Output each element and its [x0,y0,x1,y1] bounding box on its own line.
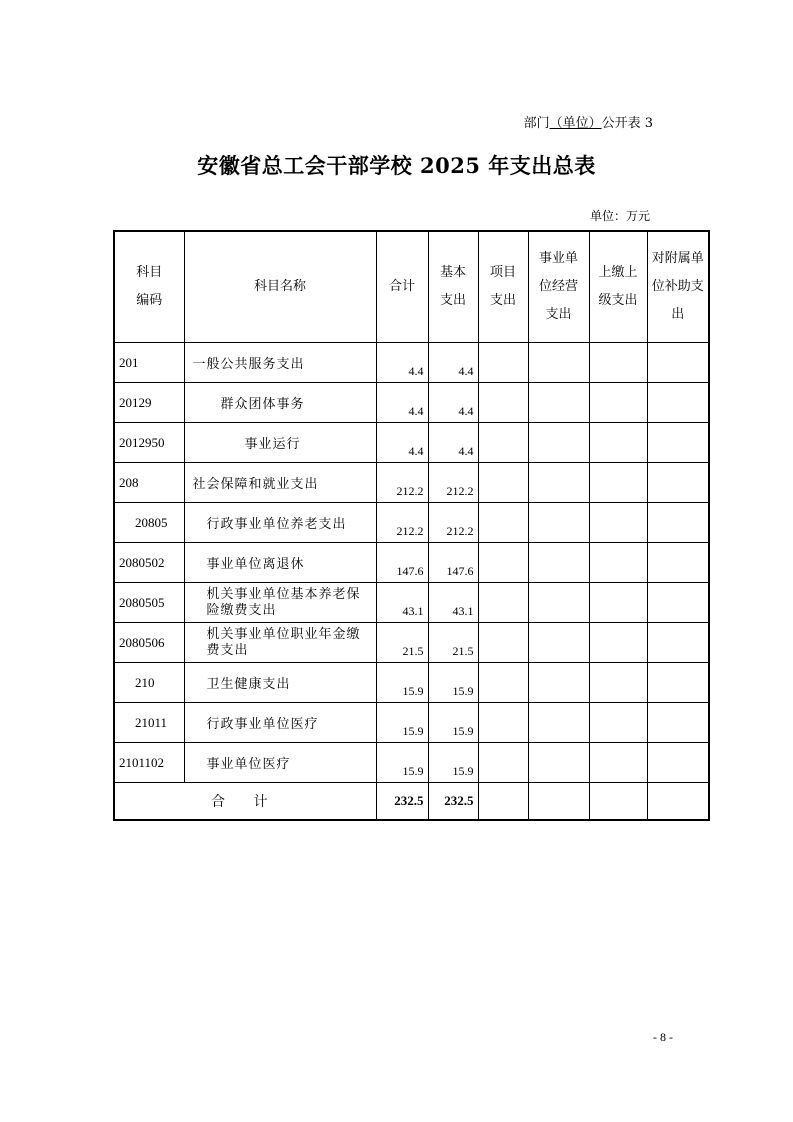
row-basic: 212.2 [428,463,478,503]
row-subsidy [647,503,709,543]
row-subsidy [647,423,709,463]
row-project [478,743,528,783]
row-code: 208 [114,463,184,503]
row-upper [589,703,647,743]
table-row [114,543,709,583]
row-total: 147.6 [376,543,428,583]
row-code: 2080502 [114,543,184,583]
row-upper [589,543,647,583]
doc-ref-suffix: 公开表 3 [601,116,653,131]
row-total: 4.4 [376,343,428,383]
row-project [478,623,528,663]
row-business [528,343,589,383]
row-basic: 4.4 [428,383,478,423]
doc-ref-underlined: （单位） [549,116,602,131]
row-upper [589,743,647,783]
document-reference [524,112,653,131]
row-upper [589,423,647,463]
row-code: 2012950 [114,423,184,463]
total-upper [589,783,647,821]
row-name: 卫生健康支出 [184,663,376,703]
expenditure-table [113,230,710,821]
row-total: 212.2 [376,503,428,543]
row-total: 43.1 [376,583,428,623]
row-name: 一般公共服务支出 [184,343,376,383]
row-total: 4.4 [376,423,428,463]
row-basic: 15.9 [428,663,478,703]
total-business [528,783,589,821]
row-name: 事业运行 [184,423,376,463]
table-row [114,343,709,383]
row-business [528,743,589,783]
row-code: 20805 [114,503,184,543]
row-subsidy [647,743,709,783]
row-business [528,423,589,463]
row-upper [589,663,647,703]
row-basic: 4.4 [428,343,478,383]
row-total: 15.9 [376,663,428,703]
row-name: 社会保障和就业支出 [184,463,376,503]
unit-label: 单位：万元 [589,209,650,223]
table-row [114,743,709,783]
doc-ref-prefix: 部门 [523,116,550,131]
table-row [114,703,709,743]
row-basic: 15.9 [428,743,478,783]
page-number: - 8 - [653,1030,673,1044]
row-total: 15.9 [376,703,428,743]
row-upper [589,343,647,383]
row-business [528,703,589,743]
total-amount: 232.5 [376,783,428,821]
row-business [528,583,589,623]
row-subsidy [647,343,709,383]
row-project [478,703,528,743]
total-subsidy [647,783,709,821]
row-code: 20129 [114,383,184,423]
total-label: 合 计 [114,783,376,821]
row-name: 机关事业单位基本养老保险缴费支出 [184,583,376,623]
header-name: 科目名称 [184,231,376,343]
table-row [114,423,709,463]
row-business [528,543,589,583]
row-subsidy [647,383,709,423]
row-name: 行政事业单位养老支出 [184,503,376,543]
row-basic: 147.6 [428,543,478,583]
header-code: 科目编码 [114,231,184,343]
row-project [478,583,528,623]
table-row [114,623,709,663]
table-row [114,583,709,623]
row-business [528,663,589,703]
header-upper: 上缴上级支出 [589,231,647,343]
row-business [528,463,589,503]
table-row [114,503,709,543]
row-upper [589,623,647,663]
row-code: 2080506 [114,623,184,663]
row-upper [589,383,647,423]
row-name: 事业单位离退休 [184,543,376,583]
table-row [114,383,709,423]
row-business [528,503,589,543]
row-total: 15.9 [376,743,428,783]
total-project [478,783,528,821]
row-basic: 4.4 [428,423,478,463]
header-project: 项目支出 [478,231,528,343]
row-basic: 212.2 [428,503,478,543]
row-subsidy [647,543,709,583]
row-code: 210 [114,663,184,703]
row-total: 21.5 [376,623,428,663]
row-project [478,343,528,383]
row-business [528,383,589,423]
page-title: 安徽省总工会干部学校 2025 年支出总表 [197,153,596,178]
row-total: 4.4 [376,383,428,423]
row-total: 212.2 [376,463,428,503]
row-subsidy [647,583,709,623]
total-row [114,783,709,821]
row-name: 事业单位医疗 [184,743,376,783]
header-total: 合计 [376,231,428,343]
table-header-row [114,231,709,343]
row-project [478,503,528,543]
row-name: 群众团体事务 [184,383,376,423]
row-subsidy [647,663,709,703]
table-row [114,663,709,703]
row-upper [589,583,647,623]
row-project [478,383,528,423]
row-subsidy [647,463,709,503]
row-basic: 15.9 [428,703,478,743]
row-business [528,623,589,663]
row-basic: 21.5 [428,623,478,663]
total-basic: 232.5 [428,783,478,821]
row-subsidy [647,703,709,743]
header-business: 事业单位经营支出 [528,231,589,343]
row-project [478,543,528,583]
row-code: 2080505 [114,583,184,623]
row-code: 21011 [114,703,184,743]
header-subsidy: 对附属单位补助支出 [647,231,709,343]
header-basic: 基本支出 [428,231,478,343]
row-project [478,423,528,463]
row-code: 201 [114,343,184,383]
row-upper [589,463,647,503]
table-row [114,463,709,503]
row-project [478,463,528,503]
row-basic: 43.1 [428,583,478,623]
row-upper [589,503,647,543]
row-project [478,663,528,703]
row-code: 2101102 [114,743,184,783]
row-name: 行政事业单位医疗 [184,703,376,743]
row-subsidy [647,623,709,663]
row-name: 机关事业单位职业年金缴费支出 [184,623,376,663]
